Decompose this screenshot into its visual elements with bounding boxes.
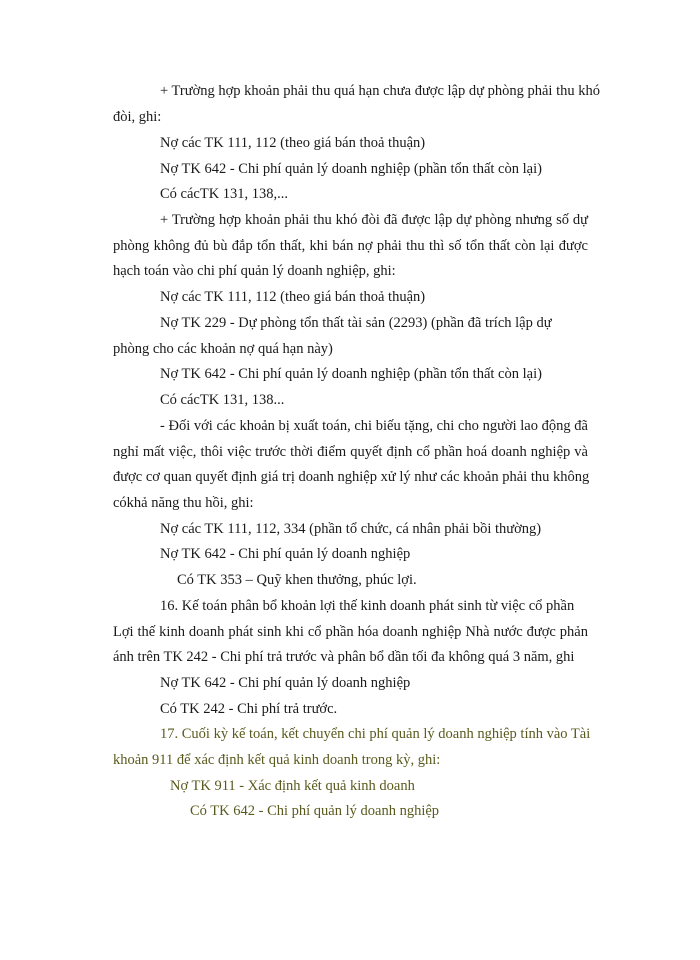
text-line: Nợ TK 911 - Xác định kết quả kinh doanh [170, 778, 415, 794]
text-line: 17. Cuối kỳ kế toán, kết chuyển chi phí quản lý doanh nghiệp tính vào Tài [160, 726, 591, 742]
text-line: cókhả năng thu hồi, ghi: [113, 495, 254, 511]
text-line: phòng cho các khoản nợ quá hạn này) [113, 341, 333, 357]
text-line: khoản 911 để xác định kết quả kinh doanh trong kỳ, ghi: [113, 752, 441, 768]
text-line: Nợ TK 642 - Chi phí quản lý doanh nghiệp [160, 546, 411, 562]
text-line: 16. Kế toán phân bổ khoản lợi thế kinh doanh phát sinh từ việc cổ phần [160, 598, 575, 614]
text-line: Có TK 353 – Quỹ khen thưởng, phúc lợi. [177, 572, 417, 588]
text-line: Nợ các TK 111, 112, 334 (phần tổ chức, cá nhân phải bồi thường) [160, 521, 542, 537]
text-line: - Đối với các khoản bị xuất toán, chi biếu tặng, chi cho người lao động đã [160, 418, 588, 434]
text-line: + Trường hợp khoản phải thu quá hạn chưa được lập dự phòng phải thu khó [160, 83, 600, 99]
text-line: phòng không đủ bù đắp tổn thất, khi bán nợ phải thu thì số tổn thất còn lại được [113, 238, 588, 254]
text-line: Lợi thế kinh doanh phát sinh khi cổ phần hóa doanh nghiệp Nhà nước được phản [113, 624, 588, 640]
text-line: đòi, ghi: [113, 109, 162, 125]
text-line: được cơ quan quyết định giá trị doanh nghiệp xử lý như các khoản phải thu không [113, 469, 590, 485]
text-line: Nợ các TK 111, 112 (theo giá bán thoả thuận) [160, 289, 426, 305]
text-line: Có TK 642 - Chi phí quản lý doanh nghiệp [190, 803, 440, 819]
text-line: Nợ TK 642 - Chi phí quản lý doanh nghiệp (phần tổn thất còn lại) [160, 161, 542, 177]
text-line: hạch toán vào chi phí quản lý doanh nghiệp, ghi: [113, 263, 396, 279]
text-line: Có cácTK 131, 138,... [160, 186, 289, 202]
text-line: Nợ các TK 111, 112 (theo giá bán thoả thuận) [160, 135, 426, 151]
text-line: Nợ TK 229 - Dự phòng tổn thất tài sản (2293) (phần đã trích lập dự [160, 315, 552, 331]
text-line: Có TK 242 - Chi phí trả trước. [160, 701, 338, 717]
text-line: Nợ TK 642 - Chi phí quản lý doanh nghiệp [160, 675, 411, 691]
text-line: Có cácTK 131, 138... [160, 392, 285, 408]
text-line: Nợ TK 642 - Chi phí quản lý doanh nghiệp (phần tổn thất còn lại) [160, 366, 542, 382]
text-line: nghỉ mất việc, thôi việc trước thời điểm quyết định cổ phần hoá doanh nghiệp và [113, 444, 588, 460]
text-line: ánh trên TK 242 - Chi phí trả trước và phân bổ dần tối đa không quá 3 năm, ghi [113, 649, 575, 665]
text-line: + Trường hợp khoản phải thu khó đòi đã được lập dự phòng nhưng số dự [160, 212, 588, 228]
